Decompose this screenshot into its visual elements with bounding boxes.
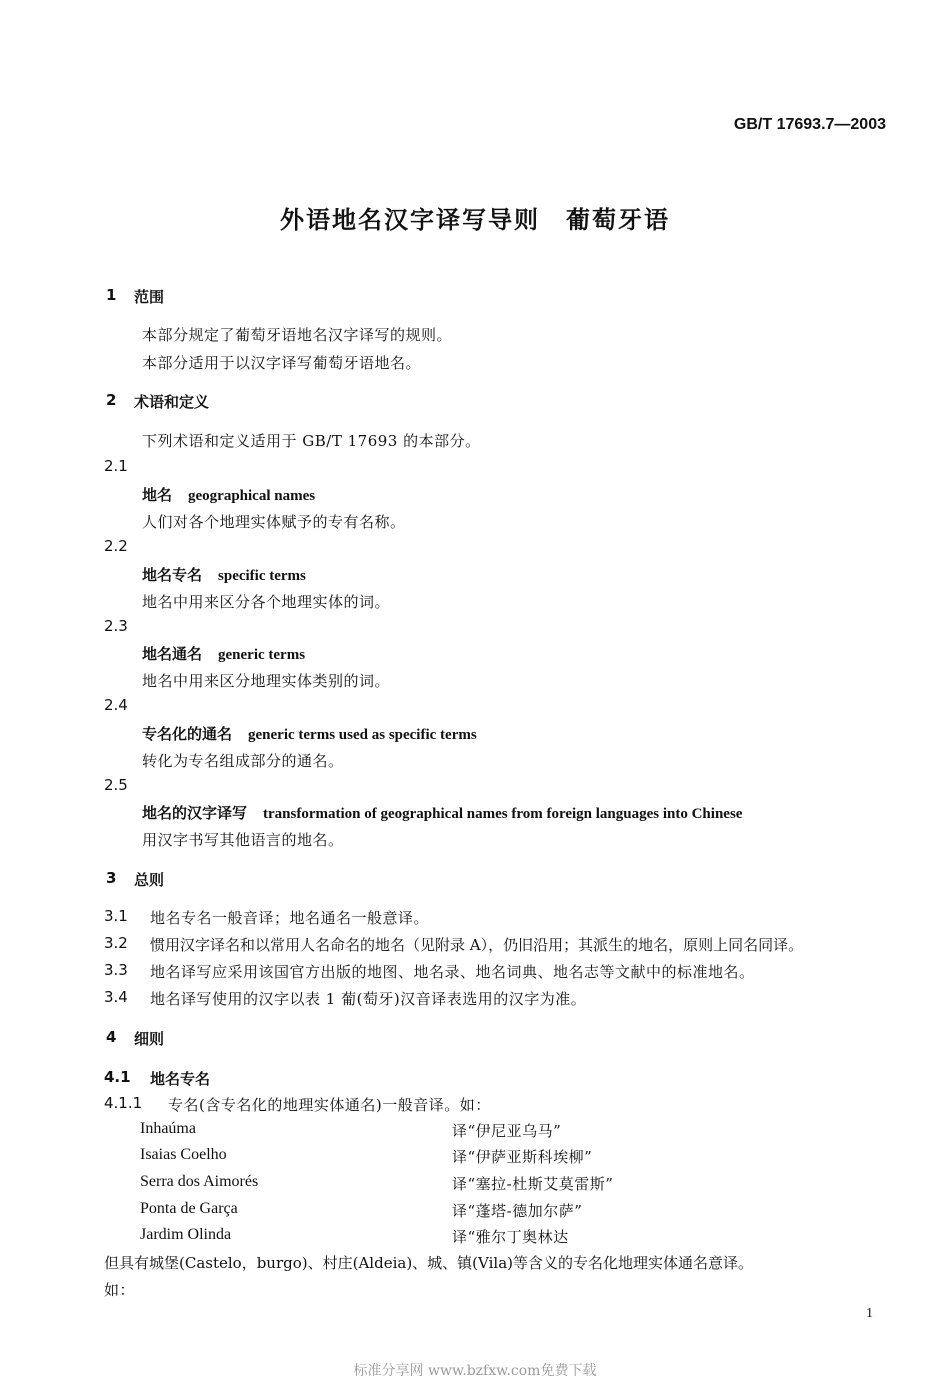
place-name: Isaias Coelho [140, 1146, 227, 1163]
clause-number: 3.3 [104, 961, 128, 979]
section-1-paragraph-1: 本部分规定了葡萄牙语地名汉字译写的规则。 [142, 326, 453, 344]
term-definition: 用汉字书写其他语言的地名。 [142, 831, 344, 849]
term-definition: 人们对各个地理实体赋予的专有名称。 [142, 513, 406, 531]
term-zh: 地名的汉字译写 [142, 804, 248, 822]
clause-number: 3.4 [104, 988, 128, 1006]
section-3-number: 3 [106, 869, 117, 887]
clause-text: 惯用汉字译名和以常用人名命名的地名（见附录 A），仍旧沿用；其派生的地名，原则上同名同译。 [150, 936, 804, 954]
term-heading [142, 564, 306, 585]
item-number: 4.1.1 [104, 1094, 143, 1112]
section-1-paragraph-2: 本部分适用于以汉字译写葡萄牙语地名。 [142, 354, 422, 372]
term-heading [142, 643, 305, 664]
section-2-number: 2 [106, 391, 117, 409]
term-definition: 地名中用来区分地理实体类别的词。 [142, 672, 391, 690]
section-2-heading: 术语和定义 [134, 393, 210, 411]
term-number: 2.3 [104, 617, 128, 635]
section-4-number: 4 [106, 1028, 117, 1046]
term-zh: 地名通名 [142, 645, 203, 663]
term-zh: 地名 [142, 486, 173, 504]
clause-number: 3.1 [104, 907, 128, 925]
section-3-heading: 总则 [134, 871, 165, 889]
place-translation: 译“伊萨亚斯科埃柳” [452, 1148, 593, 1166]
clause-number: 3.2 [104, 934, 128, 952]
term-number: 2.5 [104, 776, 128, 794]
note-continuation: 如： [104, 1281, 136, 1299]
term-definition: 地名中用来区分各个地理实体的词。 [142, 593, 391, 611]
term-definition: 转化为专名组成部分的通名。 [142, 752, 344, 770]
place-translation: 译“蓬塔-德加尔萨” [452, 1202, 583, 1220]
standard-number: GB/T 17693.7—2003 [733, 116, 886, 133]
place-name: Ponta de Garça [140, 1200, 238, 1217]
place-translation: 译“塞拉-杜斯艾莫雷斯” [452, 1175, 614, 1193]
term-heading [142, 723, 477, 744]
term-zh: 专名化的通名 [142, 725, 233, 743]
clause-text: 地名译写使用的汉字以表 1 葡(萄牙)汉音译表选用的汉字为准。 [150, 990, 587, 1008]
section-1-heading: 范围 [134, 288, 165, 306]
page-number: 1 [866, 1306, 873, 1321]
section-4-heading: 细则 [134, 1030, 165, 1048]
clause-text: 地名译写应采用该国官方出版的地图、地名录、地名词典、地名志等文献中的标准地名。 [150, 963, 755, 981]
subsection-heading: 地名专名 [150, 1070, 211, 1088]
term-number: 2.1 [104, 457, 128, 475]
place-name: Serra dos Aimorés [140, 1173, 259, 1190]
term-en: transformation of geographical names from foreign languages into Chinese [263, 806, 743, 822]
term-en: generic terms used as specific terms [248, 727, 477, 743]
term-en: generic terms [218, 647, 306, 663]
term-en: geographical names [188, 488, 316, 504]
place-name: Inhaúma [140, 1120, 196, 1137]
footer-watermark: 标准分享网 www.bzfxw.com免费下载 [353, 1363, 597, 1379]
subsection-number: 4.1 [104, 1068, 131, 1086]
place-name: Jardim Olinda [140, 1226, 232, 1243]
term-number: 2.2 [104, 537, 128, 555]
place-translation: 译“雅尔丁奥林达 [452, 1228, 569, 1246]
note-text: 但具有城堡(Castelo，burgo)、村庄(Aldeia)、城、镇(Vila)等含义的专名化地理实体通名意译。 [104, 1254, 753, 1272]
term-heading [142, 802, 742, 823]
place-translation: 译“伊尼亚乌马” [452, 1122, 562, 1140]
term-heading [142, 484, 315, 505]
term-number: 2.4 [104, 696, 128, 714]
item-text: 专名(含专名化的地理实体通名)一般音译。如： [168, 1096, 491, 1114]
clause-text: 地名专名一般音译；地名通名一般意译。 [150, 909, 430, 927]
term-en: specific terms [218, 568, 306, 584]
section-2-intro: 下列术语和定义适用于 GB/T 17693 的本部分。 [142, 432, 481, 450]
section-1-number: 1 [106, 286, 117, 304]
term-zh: 地名专名 [142, 566, 203, 584]
document-title: 外语地名汉字译写导则 葡萄牙语 [280, 206, 670, 234]
